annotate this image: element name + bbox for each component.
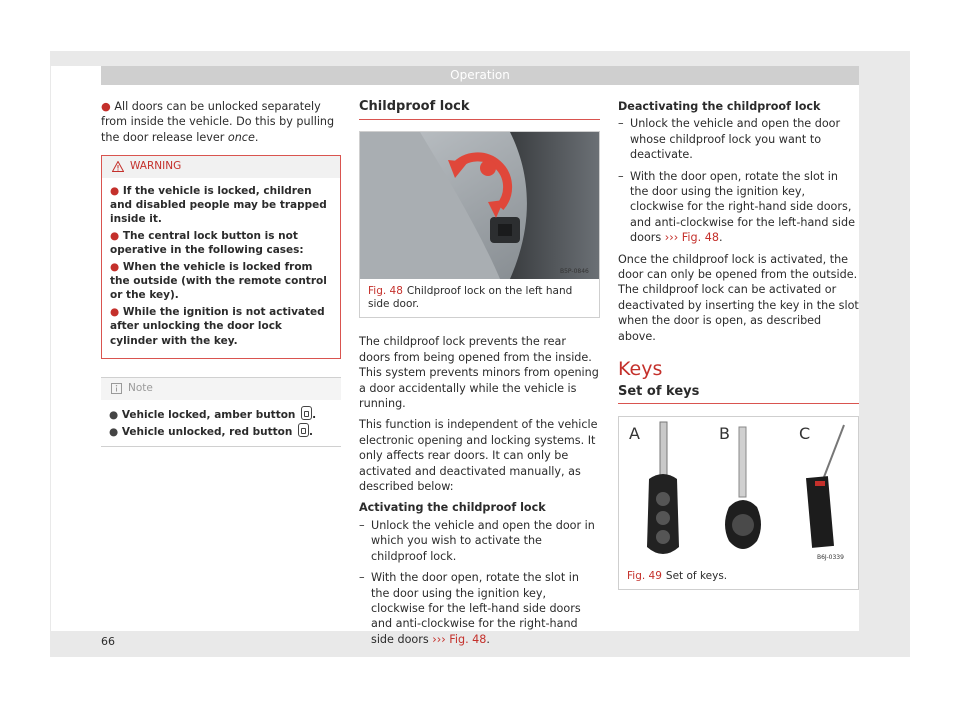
warning-header xyxy=(102,156,340,177)
figure-reference-link[interactable]: ››› Fig. 48 xyxy=(432,632,487,646)
key-label-a: A xyxy=(629,423,640,443)
activating-title: Activating the childproof lock xyxy=(359,501,546,515)
paragraph: This function is independent of the vehicle electronic opening and locking systems. It only affects rear doors. It can only be activated and deactivated manually, as described below: xyxy=(359,418,598,494)
key-label-c: C xyxy=(799,423,811,443)
note-title: Note xyxy=(128,382,153,395)
section-title-keys: Keys xyxy=(618,358,663,381)
step-item: – With the door open, rotate the slot in the door using the ignition key, clockwise for the right-hand side doors, and anti-clockwise for the left-hand side doors ››› Fig. 48. xyxy=(618,169,859,246)
subsection-title-set-of-keys: Set of keys xyxy=(618,384,859,404)
page-number: 66 xyxy=(101,635,115,648)
bullet-icon: ● xyxy=(101,100,111,113)
intro-emphasis: once xyxy=(227,130,255,144)
section-heading-childproof: Childproof lock xyxy=(359,99,600,120)
info-icon xyxy=(111,383,122,394)
step-item: – Unlock the vehicle and open the door whose childproof lock you want to deactivate. xyxy=(618,116,859,162)
note-header xyxy=(101,378,341,399)
warning-item: ● When the vehicle is locked from the outside (with the remote control or the key). xyxy=(110,260,327,302)
note-item: ● Vehicle locked, amber button . xyxy=(109,406,333,423)
step-item: – Unlock the vehicle and open the door in which you wish to activate the childproof lock. xyxy=(359,518,600,564)
intro-text: All doors can be unlocked separately from inside the vehicle. Do this by pulling the door release lever xyxy=(101,100,335,144)
paragraph: The childproof lock prevents the rear doors from being opened from the inside. This system prevents minors from opening a door accidentally while the vehicle is running. xyxy=(359,335,599,411)
unlock-button-icon xyxy=(298,423,309,437)
column-1 xyxy=(101,99,341,447)
lock-button-icon xyxy=(301,406,312,420)
warning-title: WARNING xyxy=(130,160,182,173)
intro-paragraph xyxy=(101,99,341,145)
intro-end: . xyxy=(254,130,259,144)
warning-body xyxy=(102,178,340,358)
figure-caption: Fig. 48 Childproof lock on the left hand side door. xyxy=(368,285,573,311)
column-2 xyxy=(359,99,600,653)
step-item: – With the door open, rotate the slot in the door using the ignition key, clockwise for the left-hand side doors and anti-clockwise for the right-hand side doors ››› Fig. 48. xyxy=(359,570,600,647)
warning-box xyxy=(101,155,341,359)
warning-item: ● While the ignition is not activated after unlocking the door lock cylinder with the key. xyxy=(110,305,325,347)
figure-code: B5P-0846 xyxy=(560,268,589,276)
page-header: Operation xyxy=(101,66,859,85)
set-of-keys-image xyxy=(619,417,858,564)
figure-reference-link[interactable]: ››› Fig. 48 xyxy=(664,231,719,245)
key-label-b: B xyxy=(719,423,730,443)
note-item: ● Vehicle unlocked, red button . xyxy=(109,423,333,440)
deactivating-title: Deactivating the childproof lock xyxy=(618,100,821,113)
figure-49 xyxy=(618,416,859,590)
note-body xyxy=(101,400,341,446)
note-box xyxy=(101,377,341,446)
warning-item: ● The central lock button is not operative in the following cases: xyxy=(110,229,304,257)
warning-triangle-icon xyxy=(112,161,124,172)
warning-item: ● If the vehicle is locked, children and disabled people may be trapped inside it. xyxy=(110,184,327,226)
figure-caption: Fig. 49 Set of keys. xyxy=(627,569,728,582)
childproof-lock-image xyxy=(360,132,599,279)
figure-48 xyxy=(359,131,600,318)
paragraph: Once the childproof lock is activated, the door can only be opened from the outside. The childproof lock can be activated or deactivated by inserting the key in the slot when the door is open, as described above. xyxy=(618,252,859,343)
figure-code: B6J-0339 xyxy=(817,553,844,561)
column-3 xyxy=(618,99,859,590)
